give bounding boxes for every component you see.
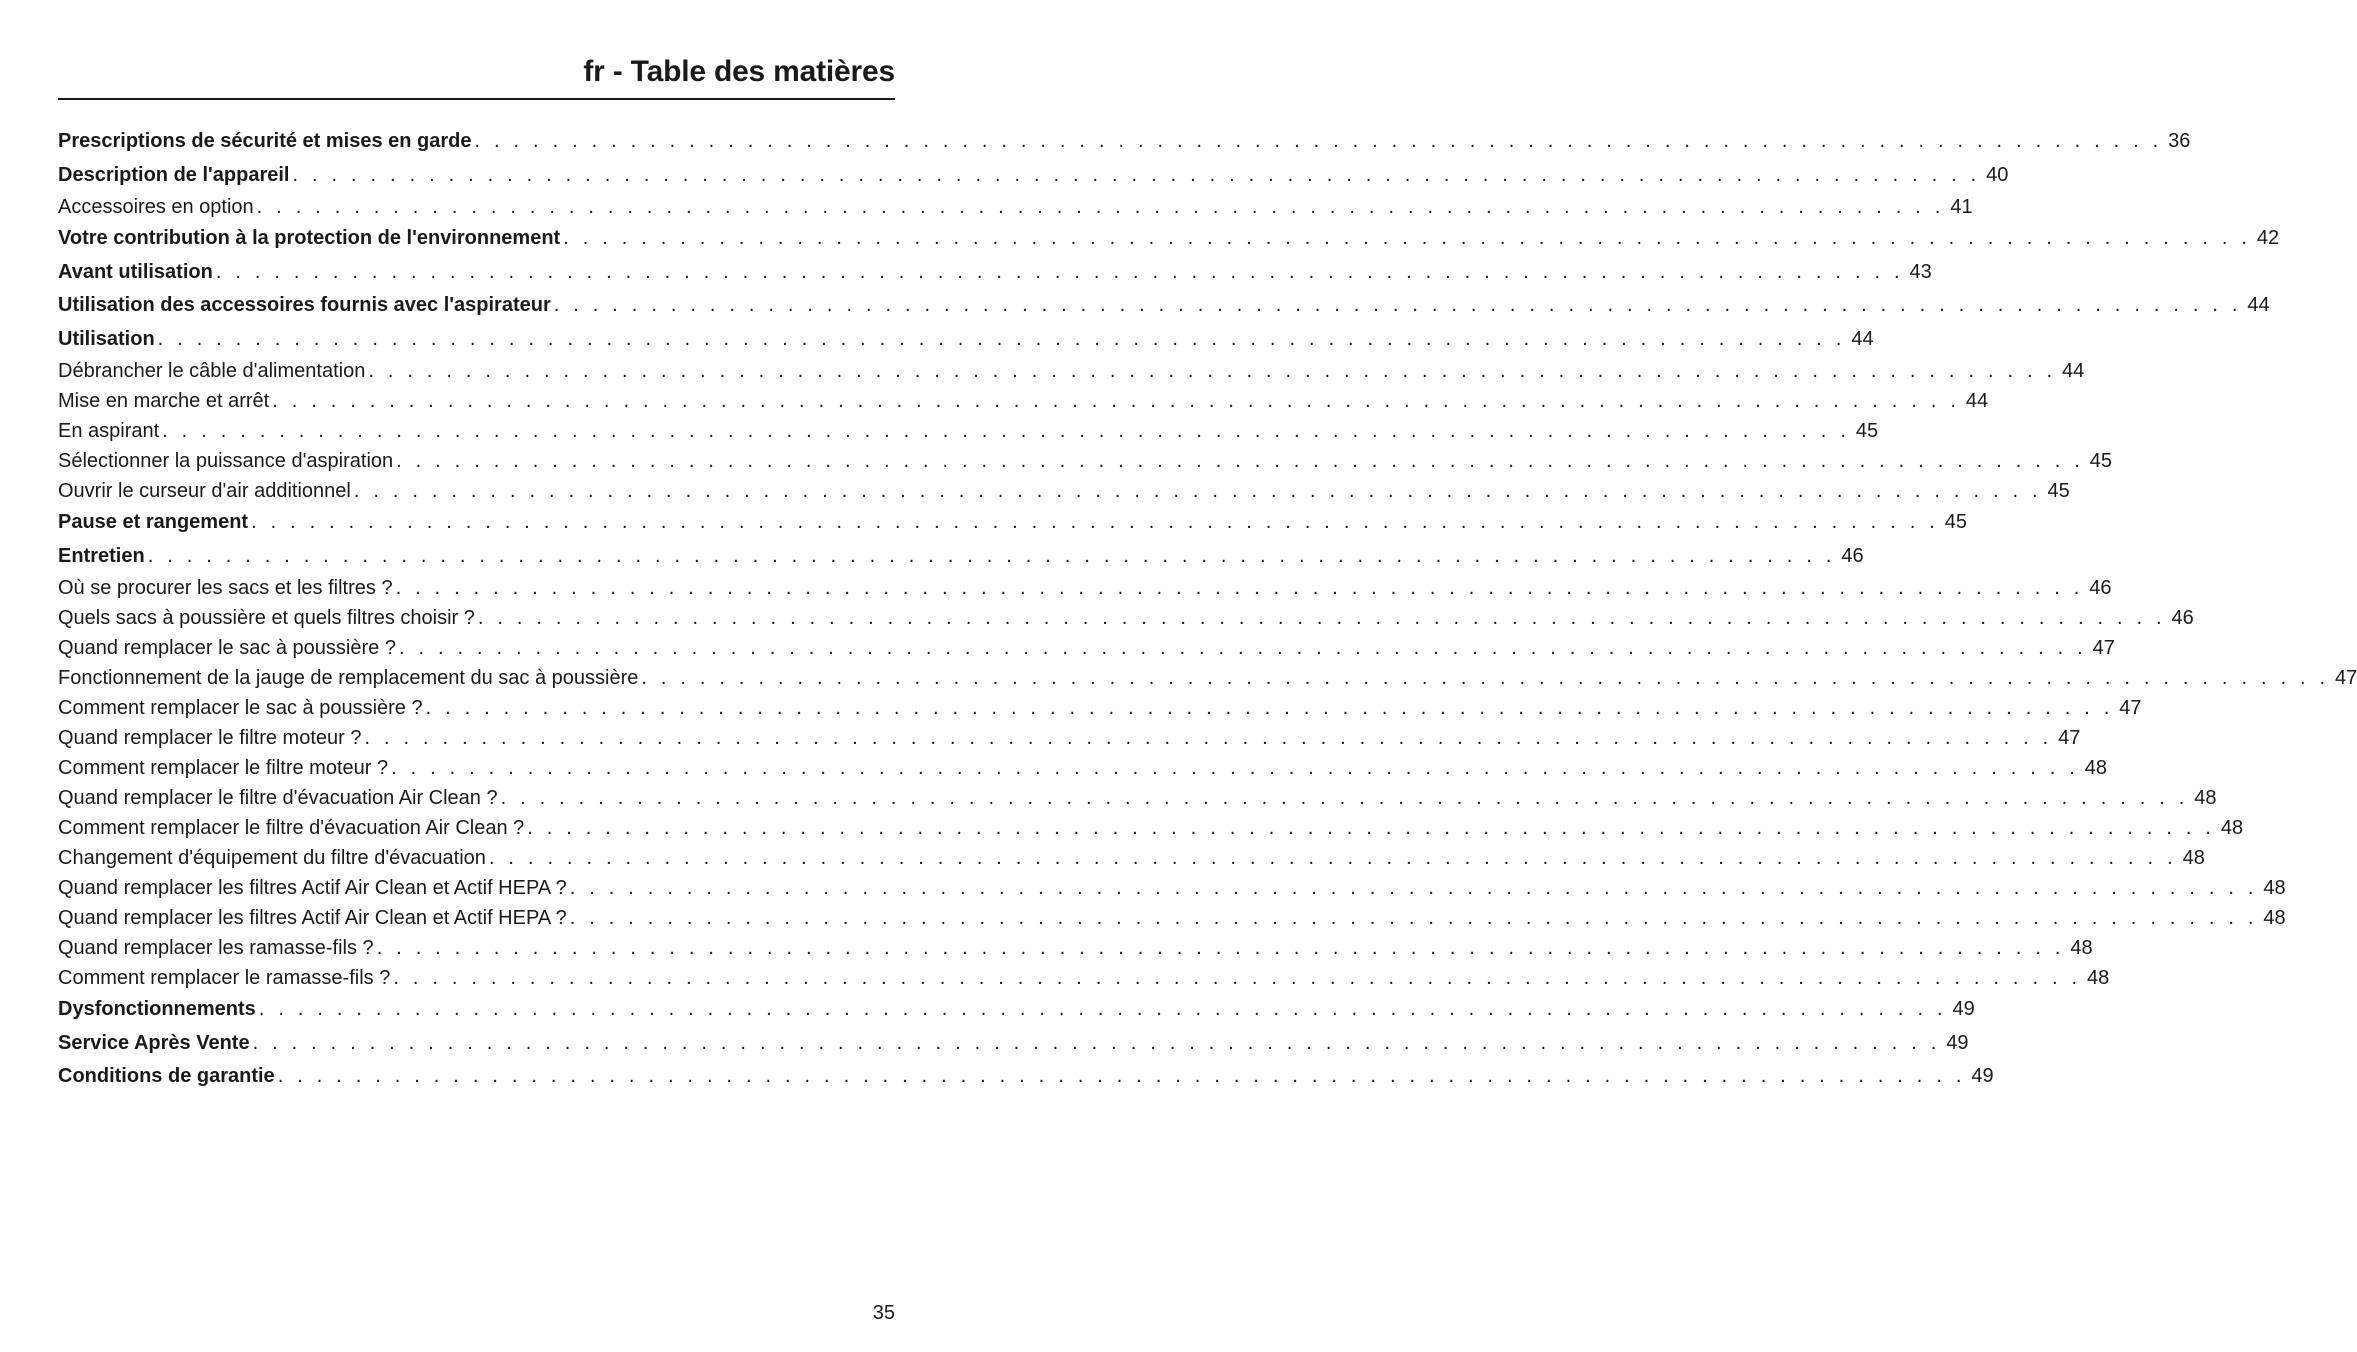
toc-entry-label: Votre contribution à la protection de l'environnement: [58, 227, 561, 249]
toc-entry-page: 45: [2047, 480, 2070, 502]
toc-entry[interactable]: [58, 873, 2286, 903]
toc-entry-page: 47: [2335, 667, 2357, 689]
toc-dot-leader: . . . . . . . . . . . . . . . . . . . . . . . . . . . . . . . . . . . . . . . . . . . . . . . . . . . . . . . . . . . . . . . . . . . . . . . . . . . . . . . . . . . . . . .: [251, 511, 1939, 533]
toc-dot-leader: . . . . . . . . . . . . . . . . . . . . . . . . . . . . . . . . . . . . . . . . . . . . . . . . . . . . . . . . . . . . . . . . . . . . . . . . . . . . . . . . . . . . . . .: [553, 294, 2242, 316]
toc-entry[interactable]: [58, 222, 2280, 256]
toc-entry-label: Débrancher le câble d'alimentation: [58, 360, 366, 382]
toc-entry-page: 44: [2062, 360, 2085, 382]
toc-entry-label: Avant utilisation: [58, 260, 213, 283]
toc-entry-label: Ouvrir le curseur d'air additionnel: [58, 480, 351, 502]
toc-entry-page: 48: [2182, 847, 2205, 869]
toc-dot-leader: . . . . . . . . . . . . . . . . . . . . . . . . . . . . . . . . . . . . . . . . . . . . . . . . . . . . . . . . . . . . . . . . . . . . . . . . . . . . . . . . . . . . . . .: [425, 697, 2114, 719]
toc-entry-label: Utilisation des accessoires fournis avec l'aspirateur: [58, 294, 551, 316]
toc-entry-label: En aspirant: [58, 420, 160, 442]
toc-entry[interactable]: [58, 993, 1975, 1027]
toc-dot-leader: . . . . . . . . . . . . . . . . . . . . . . . . . . . . . . . . . . . . . . . . . . . . . . . . . . . . . . . . . . . . . . . . . . . . . . . . . . . . . . . . . . . . . . .: [488, 847, 2177, 869]
toc-entry-label: Utilisation: [58, 327, 155, 350]
toc-dot-leader: . . . . . . . . . . . . . . . . . . . . . . . . . . . . . . . . . . . . . . . . . . . . . . . . . . . . . . . . . . . . . . . . . . . . . . . . . . . . . . . . . . . . . . .: [277, 1065, 1966, 1087]
toc-entry-page: 48: [2084, 757, 2108, 779]
toc-entry-label: Comment remplacer le ramasse-fils ?: [58, 967, 391, 989]
toc-entry[interactable]: [58, 1060, 1994, 1094]
toc-entry-page: 45: [1944, 511, 1967, 533]
toc-entry-page: 43: [1909, 260, 1932, 283]
toc-entry-page: 48: [2263, 877, 2286, 899]
toc-dot-leader: . . . . . . . . . . . . . . . . . . . . . . . . . . . . . . . . . . . . . . . . . . . . . . . . . . . . . . . . . . . . . . . . . . . . . . . . . . . . . . . . . . . . . . .: [396, 450, 2085, 472]
toc-entry[interactable]: [58, 386, 1989, 416]
toc-entry-page: 48: [2220, 817, 2244, 839]
toc-entry-label: Quand remplacer le filtre moteur ?: [58, 727, 362, 749]
toc-entry-page: 47: [2119, 697, 2142, 719]
toc-entry-label: Quand remplacer le filtre d'évacuation Air Clean ?: [58, 787, 498, 809]
toc-entry[interactable]: [58, 693, 2142, 723]
toc-entry-label: Quand remplacer les ramasse-fils ?: [58, 937, 374, 959]
toc-entry[interactable]: [58, 663, 2357, 693]
toc-entry[interactable]: [58, 506, 1967, 540]
toc-entry-page: 49: [1971, 1065, 1994, 1087]
toc-entry-page: 46: [2171, 607, 2194, 629]
toc-entry-label: Service Après Vente: [58, 1031, 250, 1054]
toc-entry[interactable]: [58, 573, 2112, 603]
toc-dot-leader: . . . . . . . . . . . . . . . . . . . . . . . . . . . . . . . . . . . . . . . . . . . . . . . . . . . . . . . . . . . . . . . . . . . . . . . . . . . . . . . . . . . . . . .: [527, 817, 2216, 839]
toc-entry-page: 48: [2086, 967, 2110, 989]
toc-entry-label: Accessoires en option: [58, 196, 254, 218]
toc-entry[interactable]: [58, 323, 1874, 357]
toc-dot-leader: . . . . . . . . . . . . . . . . . . . . . . . . . . . . . . . . . . . . . . . . . . . . . . . . . . . . . . . . . . . . . . . . . . . . . . . . . . . . . . . . . . . . . . .: [569, 907, 2258, 929]
toc-entry-page: 47: [2092, 637, 2115, 659]
toc-entry[interactable]: [58, 159, 2009, 193]
toc-dot-leader: . . . . . . . . . . . . . . . . . . . . . . . . . . . . . . . . . . . . . . . . . . . . . . . . . . . . . . . . . . . . . . . . . . . . . . . . . . . . . . . . . . . . . . .: [157, 327, 1846, 350]
toc-entry-page: 36: [2168, 130, 2191, 152]
toc-dot-leader: . . . . . . . . . . . . . . . . . . . . . . . . . . . . . . . . . . . . . . . . . . . . . . . . . . . . . . . . . . . . . . . . . . . . . . . . . . . . . . . . . . . . . . .: [500, 787, 2189, 809]
toc-dot-leader: . . . . . . . . . . . . . . . . . . . . . . . . . . . . . . . . . . . . . . . . . . . . . . . . . . . . . . . . . . . . . . . . . . . . . . . . . . . . . . . . . . . . . . .: [474, 130, 2163, 152]
toc-entry-page: 46: [1841, 544, 1864, 567]
toc-entry-page: 44: [2247, 294, 2270, 316]
toc-entry-label: Où se procurer les sacs et les filtres ?: [58, 577, 393, 599]
toc-entry-page: 49: [1952, 998, 1975, 1020]
toc-dot-leader: . . . . . . . . . . . . . . . . . . . . . . . . . . . . . . . . . . . . . . . . . . . . . . . . . . . . . . . . . . . . . . . . . . . . . . . . . . . . . . . . . . . . . . .: [563, 227, 2252, 249]
toc-entry-label: Changement d'équipement du filtre d'évacuation: [58, 847, 486, 869]
toc-entry-label: Conditions de garantie: [58, 1065, 275, 1087]
toc-entry[interactable]: [58, 356, 2085, 386]
toc-entry[interactable]: [58, 933, 2093, 963]
toc-entry-page: 40: [1986, 163, 2009, 186]
toc-entry-label: Entretien: [58, 544, 145, 567]
toc-dot-leader: . . . . . . . . . . . . . . . . . . . . . . . . . . . . . . . . . . . . . . . . . . . . . . . . . . . . . . . . . . . . . . . . . . . . . . . . . . . . . . . . . . . . . . .: [258, 998, 1947, 1020]
toc-entry-label: Quand remplacer le sac à poussière ?: [58, 637, 396, 659]
page-title: fr - Table des matières: [583, 55, 895, 88]
toc-entry[interactable]: [58, 476, 2070, 506]
toc-dot-leader: . . . . . . . . . . . . . . . . . . . . . . . . . . . . . . . . . . . . . . . . . . . . . . . . . . . . . . . . . . . . . . . . . . . . . . . . . . . . . . . . . . . . . . .: [477, 607, 2166, 629]
toc-dot-leader: . . . . . . . . . . . . . . . . . . . . . . . . . . . . . . . . . . . . . . . . . . . . . . . . . . . . . . . . . . . . . . . . . . . . . . . . . . . . . . . . . . . . . . .: [353, 480, 2042, 502]
toc-entry[interactable]: [58, 540, 1864, 574]
toc-entry[interactable]: [58, 289, 2270, 323]
toc-dot-leader: . . . . . . . . . . . . . . . . . . . . . . . . . . . . . . . . . . . . . . . . . . . . . . . . . . . . . . . . . . . . . . . . . . . . . . . . . . . . . . . . . . . . . . .: [215, 260, 1904, 283]
toc-entry-page: 41: [1950, 196, 1973, 218]
toc-dot-leader: . . . . . . . . . . . . . . . . . . . . . . . . . . . . . . . . . . . . . . . . . . . . . . . . . . . . . . . . . . . . . . . . . . . . . . . . . . . . . . . . . . . . . . .: [272, 390, 1961, 412]
toc-entry-label: Sélectionner la puissance d'aspiration: [58, 450, 394, 472]
toc-entry[interactable]: [58, 1027, 1969, 1061]
toc-entry-page: 44: [1965, 390, 1989, 412]
toc-entry-page: 48: [2263, 907, 2286, 929]
page-number: 35: [872, 1302, 895, 1324]
toc-entry[interactable]: [58, 446, 2113, 476]
page-header: [58, 50, 895, 100]
toc-dot-leader: . . . . . . . . . . . . . . . . . . . . . . . . . . . . . . . . . . . . . . . . . . . . . . . . . . . . . . . . . . . . . . . . . . . . . . . . . . . . . . . . . . . . . . .: [368, 360, 2057, 382]
toc-dot-leader: . . . . . . . . . . . . . . . . . . . . . . . . . . . . . . . . . . . . . . . . . . . . . . . . . . . . . . . . . . . . . . . . . . . . . . . . . . . . . . . . . . . . . . .: [641, 667, 2330, 689]
toc-entry-label: Fonctionnement de la jauge de remplacement du sac à poussière: [58, 667, 639, 689]
toc-entry-label: Comment remplacer le filtre moteur ?: [58, 757, 389, 779]
toc-entry-label: Quels sacs à poussière et quels filtres choisir ?: [58, 607, 475, 629]
toc-entry[interactable]: [58, 963, 2110, 993]
toc-entry-label: Dysfonctionnements: [58, 998, 256, 1020]
toc-dot-leader: . . . . . . . . . . . . . . . . . . . . . . . . . . . . . . . . . . . . . . . . . . . . . . . . . . . . . . . . . . . . . . . . . . . . . . . . . . . . . . . . . . . . . . .: [256, 196, 1945, 218]
toc-entry[interactable]: [58, 813, 2244, 843]
toc-entry-label: Mise en marche et arrêt: [58, 390, 270, 412]
toc-entry-page: 42: [2256, 227, 2280, 249]
toc-entry-label: Description de l'appareil: [58, 163, 290, 186]
toc-entry-page: 48: [2194, 787, 2217, 809]
toc-entry-page: 44: [1851, 327, 1874, 350]
toc-entry[interactable]: [58, 125, 2191, 159]
toc-dot-leader: . . . . . . . . . . . . . . . . . . . . . . . . . . . . . . . . . . . . . . . . . . . . . . . . . . . . . . . . . . . . . . . . . . . . . . . . . . . . . . . . . . . . . . .: [147, 544, 1836, 567]
toc-dot-leader: . . . . . . . . . . . . . . . . . . . . . . . . . . . . . . . . . . . . . . . . . . . . . . . . . . . . . . . . . . . . . . . . . . . . . . . . . . . . . . . . . . . . . . .: [391, 757, 2080, 779]
toc-entry[interactable]: [58, 783, 2217, 813]
toc-dot-leader: . . . . . . . . . . . . . . . . . . . . . . . . . . . . . . . . . . . . . . . . . . . . . . . . . . . . . . . . . . . . . . . . . . . . . . . . . . . . . . . . . . . . . . .: [292, 163, 1981, 186]
toc-entry[interactable]: [58, 603, 2194, 633]
toc-dot-leader: . . . . . . . . . . . . . . . . . . . . . . . . . . . . . . . . . . . . . . . . . . . . . . . . . . . . . . . . . . . . . . . . . . . . . . . . . . . . . . . . . . . . . . .: [252, 1031, 1941, 1054]
toc-dot-leader: . . . . . . . . . . . . . . . . . . . . . . . . . . . . . . . . . . . . . . . . . . . . . . . . . . . . . . . . . . . . . . . . . . . . . . . . . . . . . . . . . . . . . . .: [376, 937, 2065, 959]
toc-entry[interactable]: [58, 843, 2205, 873]
toc-entry[interactable]: [58, 723, 2081, 753]
toc-entry[interactable]: [58, 416, 1879, 446]
toc-entry-label: Comment remplacer le filtre d'évacuation Air Clean ?: [58, 817, 525, 839]
toc-entry-label: Quand remplacer les filtres Actif Air Clean et Actif HEPA ?: [58, 877, 567, 899]
toc-entry-label: Prescriptions de sécurité et mises en garde: [58, 130, 472, 152]
toc-entry[interactable]: [58, 903, 2286, 933]
toc-entry-page: 47: [2058, 727, 2081, 749]
toc-dot-leader: . . . . . . . . . . . . . . . . . . . . . . . . . . . . . . . . . . . . . . . . . . . . . . . . . . . . . . . . . . . . . . . . . . . . . . . . . . . . . . . . . . . . . . .: [395, 577, 2084, 599]
toc-entry-page: 45: [1855, 420, 1879, 442]
toc-dot-leader: . . . . . . . . . . . . . . . . . . . . . . . . . . . . . . . . . . . . . . . . . . . . . . . . . . . . . . . . . . . . . . . . . . . . . . . . . . . . . . . . . . . . . . .: [398, 637, 2087, 659]
toc-entry-label: Pause et rangement: [58, 511, 249, 533]
toc-entry-page: 45: [2089, 450, 2113, 472]
toc-entry[interactable]: [58, 256, 1932, 290]
toc-dot-leader: . . . . . . . . . . . . . . . . . . . . . . . . . . . . . . . . . . . . . . . . . . . . . . . . . . . . . . . . . . . . . . . . . . . . . . . . . . . . . . . . . . . . . . .: [162, 420, 1851, 442]
toc-dot-leader: . . . . . . . . . . . . . . . . . . . . . . . . . . . . . . . . . . . . . . . . . . . . . . . . . . . . . . . . . . . . . . . . . . . . . . . . . . . . . . . . . . . . . . .: [569, 877, 2258, 899]
toc-entry[interactable]: [58, 753, 2108, 783]
toc-entry-label: Quand remplacer les filtres Actif Air Clean et Actif HEPA ?: [58, 907, 567, 929]
toc-entry-page: 46: [2089, 577, 2112, 599]
toc-entry-label: Comment remplacer le sac à poussière ?: [58, 697, 423, 719]
toc-entry-page: 49: [1946, 1031, 1969, 1054]
toc-dot-leader: . . . . . . . . . . . . . . . . . . . . . . . . . . . . . . . . . . . . . . . . . . . . . . . . . . . . . . . . . . . . . . . . . . . . . . . . . . . . . . . . . . . . . . .: [393, 967, 2082, 989]
toc-dot-leader: . . . . . . . . . . . . . . . . . . . . . . . . . . . . . . . . . . . . . . . . . . . . . . . . . . . . . . . . . . . . . . . . . . . . . . . . . . . . . . . . . . . . . . .: [364, 727, 2053, 749]
toc-entry[interactable]: [58, 633, 2115, 663]
table-of-contents: [58, 125, 2357, 1094]
toc-entry-page: 48: [2070, 937, 2093, 959]
toc-entry[interactable]: [58, 192, 1973, 222]
